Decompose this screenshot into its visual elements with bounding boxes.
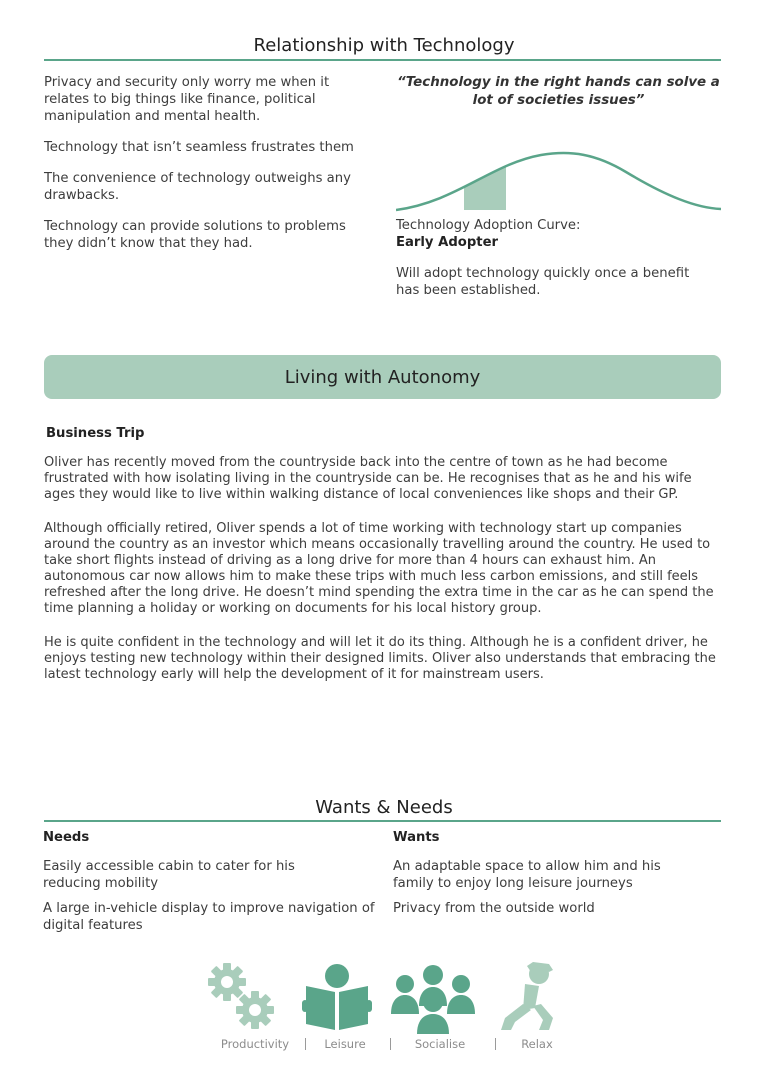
relationship-statements: [44, 74, 374, 252]
scenario-title: Business Trip: [46, 426, 145, 441]
gears-icon: [205, 960, 277, 1032]
technology-quote: “Technology in the right hands can solve a lot of societies issues”: [397, 75, 720, 108]
adoption-curve-line: [396, 153, 721, 210]
want-item: Privacy from the outside world: [393, 901, 595, 916]
statement: Technology that isn’t seamless frustrates them: [44, 140, 354, 155]
relationship-divider: [44, 59, 721, 61]
adoption-info: [396, 217, 726, 299]
want-item: An adaptable space to allow him and his family to enjoy long leisure journeys: [393, 859, 661, 891]
statement: Technology can provide solutions to problems they didn’t know that they had.: [44, 219, 346, 251]
adoption-curve-label: Technology Adoption Curve:: [396, 218, 581, 233]
wants-needs-title: Wants & Needs: [315, 797, 453, 818]
wants-column: [393, 829, 713, 917]
adoption-curve: [396, 142, 721, 214]
need-item: Easily accessible cabin to cater for his reducing mobility: [43, 859, 295, 891]
autonomy-title: Living with Autonomy: [284, 366, 481, 388]
activity-label-productivity: Productivity: [220, 1037, 290, 1051]
activity-label-socialise: Socialise: [414, 1037, 466, 1051]
need-item: A large in-vehicle display to improve navigation of digital features: [43, 901, 375, 933]
relationship-title: Relationship with Technology: [253, 35, 515, 56]
relax-icon: [495, 960, 565, 1032]
adoption-curve-shaded-segment: [464, 166, 506, 210]
adoption-curve-value: Early Adopter: [396, 235, 499, 250]
scenario-paragraph: He is quite confident in the technology and will let it do its thing. Although he is a confident driver, he enjoys testing new technology within their designed limits. Oliver also understands that embracing the latest technology early will help the development of it for mainstream users.: [44, 635, 716, 682]
statement: Privacy and security only worry me when it relates to big things like finance, political manipulation and mental health.: [44, 75, 330, 124]
wants-heading: Wants: [393, 830, 440, 845]
scenario-body: [44, 455, 724, 683]
wants-needs-divider: [44, 820, 721, 822]
group-icon: [388, 962, 478, 1034]
scenario-paragraph: Although officially retired, Oliver spends a lot of time working with technology start up companies around the country as an investor which means occasionally travelling around the country. He used to take short flights instead of driving as a long drive for more than 4 hours can exhaust him. An autonomous car now allows him to make these trips with much less carbon emissions, and still feels refreshed after the long drive. He doesn’t mind spending the extra time in the car as he can spend the time planning a holiday or working on documents for his local history group.: [44, 521, 714, 616]
activity-label-relax: Relax: [521, 1037, 553, 1051]
adoption-curve-description: Will adopt technology quickly once a benefit has been established.: [396, 266, 690, 298]
reading-icon: [302, 962, 372, 1032]
needs-column: [43, 829, 378, 934]
scenario-paragraph: Oliver has recently moved from the countryside back into the centre of town as he had become frustrated with how isolating living in the countryside can be. He recognises that as he and his wife ages they would like to live within walking distance of local conveniences like shops and their GP.: [44, 455, 692, 502]
activity-label-leisure: Leisure: [324, 1037, 366, 1051]
needs-heading: Needs: [43, 830, 90, 845]
autonomy-banner: [44, 355, 721, 399]
statement: The convenience of technology outweighs any drawbacks.: [44, 171, 351, 203]
